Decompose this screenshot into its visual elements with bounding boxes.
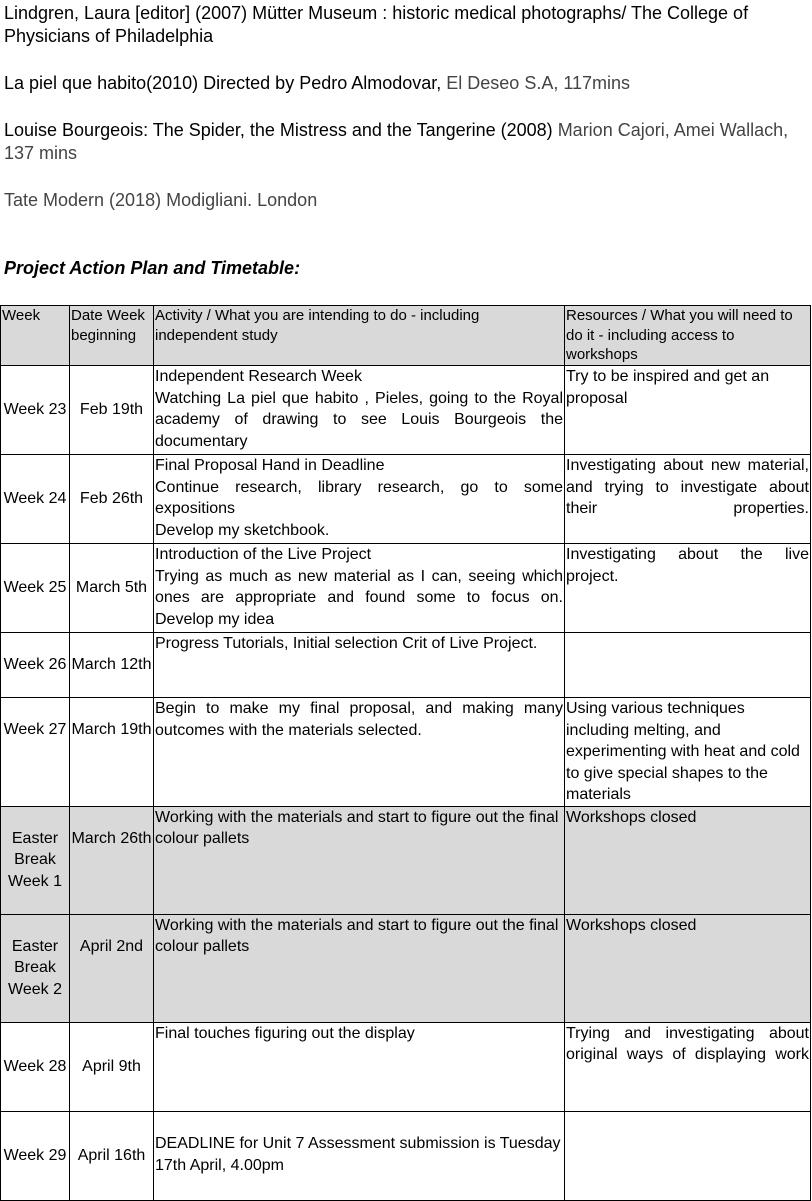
table-row bbox=[1, 544, 811, 633]
activity-line: Working with the materials and start to figure out the final colour pallets bbox=[155, 808, 559, 847]
activity-line: Final Proposal Hand in Deadline bbox=[155, 457, 385, 474]
date-cell: March 26th bbox=[70, 806, 154, 914]
activity-cell bbox=[154, 544, 565, 633]
week-cell: Week 26 bbox=[1, 633, 70, 698]
table-row bbox=[1, 455, 811, 544]
week-cell: Week 27 bbox=[1, 698, 70, 807]
week-cell: Easter Break Week 2 bbox=[1, 914, 70, 1022]
resources-line: Using various techniques including melting, and experimenting with heat and cold to give special shapes to the materials bbox=[566, 700, 800, 803]
resources-line: Try to be inspired and get an proposal bbox=[566, 368, 770, 407]
activity-line: Final touches figuring out the display bbox=[155, 1024, 415, 1042]
table-row bbox=[1, 914, 811, 1022]
date-cell: April 9th bbox=[70, 1022, 154, 1111]
table-row bbox=[1, 366, 811, 455]
date-cell: March 5th bbox=[70, 544, 154, 633]
week-cell: Week 23 bbox=[1, 366, 70, 455]
resources-cell bbox=[565, 806, 811, 914]
reference-extra: Tate Modern (2018) Modigliani. London bbox=[4, 190, 318, 210]
table-header-row bbox=[1, 306, 811, 366]
activity-line: Independent Research Week bbox=[155, 368, 362, 385]
reference-main: La piel que habito(2010) Directed by Pedro Almodovar, bbox=[4, 73, 447, 93]
table-row bbox=[1, 806, 811, 914]
references-list bbox=[4, 2, 810, 236]
activity-line: Begin to make my final proposal, and making many outcomes with the materials selected. bbox=[155, 700, 563, 739]
resources-line: Workshops closed bbox=[566, 808, 697, 826]
reference-item bbox=[4, 72, 810, 95]
reference-extra: Marion Cajori, Amei Wallach, 137 mins bbox=[4, 120, 789, 163]
activity-line: Continue research, library research, go to some expositions bbox=[155, 478, 563, 517]
activity-cell bbox=[154, 914, 565, 1022]
activity-line: Watching La piel que habito , Pieles, going to the Royal academy of drawing to see Louis Bourgeois the documentary bbox=[155, 389, 563, 450]
date-cell: Feb 19th bbox=[70, 366, 154, 455]
activity-cell bbox=[154, 633, 565, 698]
activity-cell bbox=[154, 806, 565, 914]
resources-cell bbox=[565, 914, 811, 1022]
activity-cell bbox=[154, 698, 565, 807]
date-cell: March 12th bbox=[70, 633, 154, 698]
table-row bbox=[1, 1022, 811, 1111]
activity-line: Trying as much as new material as I can, seeing which ones are appropriate and found some to focus on. Develop my idea bbox=[155, 567, 563, 628]
header-date: Date Week beginning bbox=[70, 306, 154, 366]
activity-line: Develop my sketchbook. bbox=[155, 521, 330, 539]
date-cell: Feb 26th bbox=[70, 455, 154, 544]
header-week: Week bbox=[1, 306, 70, 366]
date-cell: March 19th bbox=[70, 698, 154, 807]
activity-line: Working with the materials and start to figure out the final colour pallets bbox=[155, 916, 559, 955]
week-cell: Week 25 bbox=[1, 544, 70, 633]
resources-cell bbox=[565, 366, 811, 455]
resources-line: Investigating about the live project. bbox=[566, 546, 809, 585]
date-cell: April 16th bbox=[70, 1111, 154, 1200]
header-activity: Activity / What you are intending to do - including independent study bbox=[154, 306, 565, 366]
week-cell: Week 24 bbox=[1, 455, 70, 544]
resources-cell bbox=[565, 1022, 811, 1111]
resources-line: Trying and investigating about original ways of displaying work bbox=[566, 1024, 809, 1063]
activity-cell bbox=[154, 1022, 565, 1111]
reference-main: Lindgren, Laura [editor] (2007) Mütter Museum : historic medical photographs/ The College of Physicians of Philadelphia bbox=[4, 3, 749, 46]
action-plan-table bbox=[0, 305, 811, 1201]
activity-cell bbox=[154, 366, 565, 455]
reference-extra: El Deseo S.A, 117mins bbox=[446, 73, 631, 93]
header-resources: Resources / What you will need to do it - including access to workshops bbox=[565, 306, 811, 366]
activity-line bbox=[155, 1112, 563, 1134]
week-cell: Week 28 bbox=[1, 1022, 70, 1111]
activity-line: DEADLINE for Unit 7 Assessment submission is Tuesday 17th April, 4.00pm bbox=[155, 1135, 561, 1174]
activity-line: Introduction of the Live Project bbox=[155, 546, 372, 563]
activity-line: Progress Tutorials, Initial selection Crit of Live Project. bbox=[155, 635, 538, 652]
resources-line: Workshops closed bbox=[566, 916, 697, 934]
section-heading: Project Action Plan and Timetable: bbox=[4, 258, 301, 278]
week-cell: Week 29 bbox=[1, 1111, 70, 1200]
table-row bbox=[1, 1111, 811, 1200]
resources-cell bbox=[565, 1111, 811, 1200]
resources-cell bbox=[565, 544, 811, 633]
reference-item bbox=[4, 119, 810, 165]
reference-main: Louise Bourgeois: The Spider, the Mistress and the Tangerine (2008) bbox=[4, 120, 558, 140]
resources-line: Investigating about new material, and trying to investigate about their properties. bbox=[566, 457, 809, 517]
resources-cell bbox=[565, 633, 811, 698]
resources-cell bbox=[565, 698, 811, 807]
table-row bbox=[1, 633, 811, 698]
activity-cell bbox=[154, 1111, 565, 1200]
resources-cell bbox=[565, 455, 811, 544]
reference-item bbox=[4, 2, 810, 48]
table-row bbox=[1, 698, 811, 807]
week-cell: Easter Break Week 1 bbox=[1, 806, 70, 914]
activity-cell bbox=[154, 455, 565, 544]
reference-item bbox=[4, 189, 810, 212]
date-cell: April 2nd bbox=[70, 914, 154, 1022]
